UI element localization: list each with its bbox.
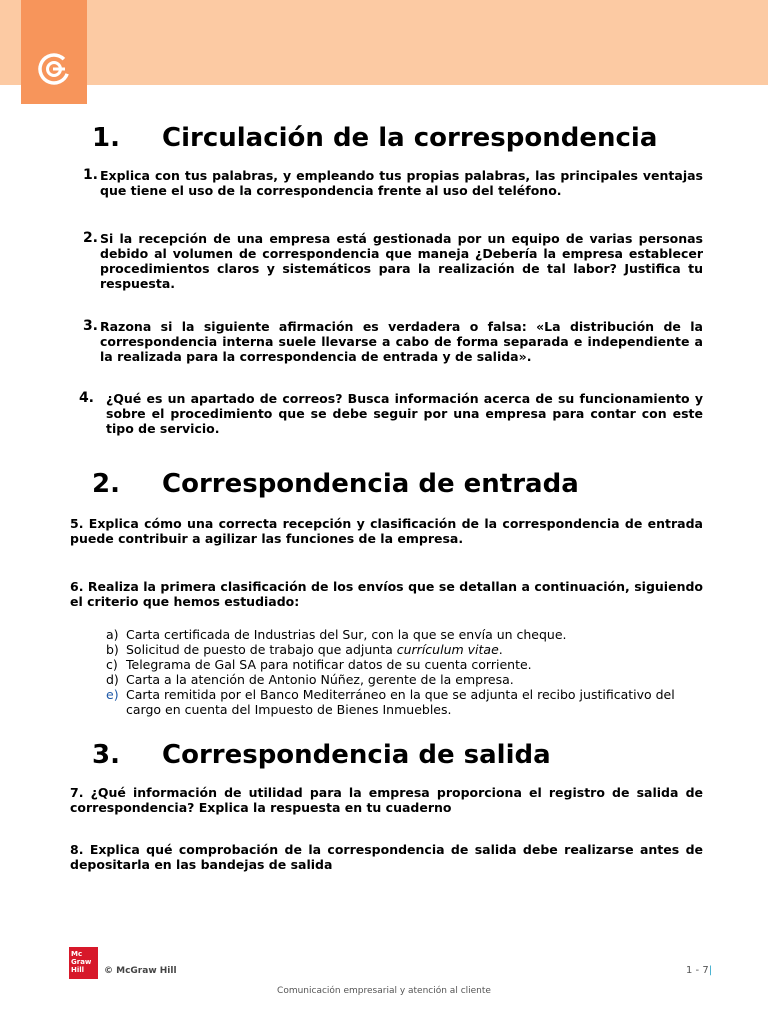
page-number: 1 - 7| bbox=[686, 965, 713, 976]
publisher-logo-box bbox=[21, 0, 87, 104]
copyright-text: © McGraw Hill bbox=[104, 966, 177, 976]
section-heading-3: 3. Correspondencia de salida bbox=[92, 740, 551, 770]
question-2: 2. Si la recepción de una empresa está gestionada por un equipo de varias personas debido al volumen de correspondencia que maneja ¿Debería la empresa establecer procedimientos claros y sistemáticos para la realización de tal labor? Justifica tu respuesta. bbox=[82, 230, 703, 291]
question-1: 1. Explica con tus palabras, y empleando tus propias palabras, las principales ventajas que tiene el uso de la correspondencia frente al uso del teléfono. bbox=[82, 167, 703, 198]
list-item: b) Solicitud de puesto de trabajo que adjunta currículum vitae. bbox=[106, 642, 503, 657]
list-item: c) Telegrama de Gal SA para notificar datos de su cuenta corriente. bbox=[106, 657, 532, 672]
list-item: d) Carta a la atención de Antonio Núñez, gerente de la empresa. bbox=[106, 672, 514, 687]
section-heading-2: 2. Correspondencia de entrada bbox=[92, 469, 579, 499]
question-3: 3. Razona si la siguiente afirmación es verdadera o falsa: «La distribución de la correspondencia interna suele llevarse a cabo de forma separada e independiente a la realizada para la correspondencia de entrada y de salida». bbox=[82, 318, 703, 364]
mcgraw-hill-logo: Mc Graw Hill bbox=[69, 947, 98, 979]
question-8: 8. Explica qué comprobación de la correspondencia de salida debe realizarse antes de depositarla en las bandejas de salida bbox=[70, 842, 703, 872]
shipments-list bbox=[70, 627, 703, 717]
list-item: a) Carta certificada de Industrias del Sur, con la que se envía un cheque. bbox=[106, 627, 567, 642]
question-4: 4. ¿Qué es un apartado de correos? Busca información acerca de su funcionamiento y sobre el procedimiento que se debe seguir por una empresa para contar con este tipo de servicio. bbox=[78, 390, 703, 436]
question-7: 7. ¿Qué información de utilidad para la empresa proporciona el registro de salida de correspondencia? Explica la respuesta en tu cuaderno bbox=[70, 785, 703, 815]
section-heading-1: 1. Circulación de la correspondencia bbox=[92, 123, 658, 153]
logo-icon bbox=[37, 52, 71, 86]
question-5: 5. Explica cómo una correcta recepción y clasificación de la correspondencia de entrada puede contribuir a agilizar las funciones de la empresa. bbox=[70, 516, 703, 546]
question-6: 6. Realiza la primera clasificación de los envíos que se detallan a continuación, siguiendo el criterio que hemos estudiado: bbox=[70, 579, 703, 609]
page-content bbox=[70, 120, 703, 872]
footer-caption: Comunicación empresarial y atención al cliente bbox=[277, 986, 491, 996]
header-band bbox=[0, 0, 768, 85]
list-item: e) Carta remitida por el Banco Mediterráneo en la que se adjunta el recibo justificativo del cargo en cuenta del Impuesto de Bienes Inmuebles. bbox=[106, 687, 675, 717]
